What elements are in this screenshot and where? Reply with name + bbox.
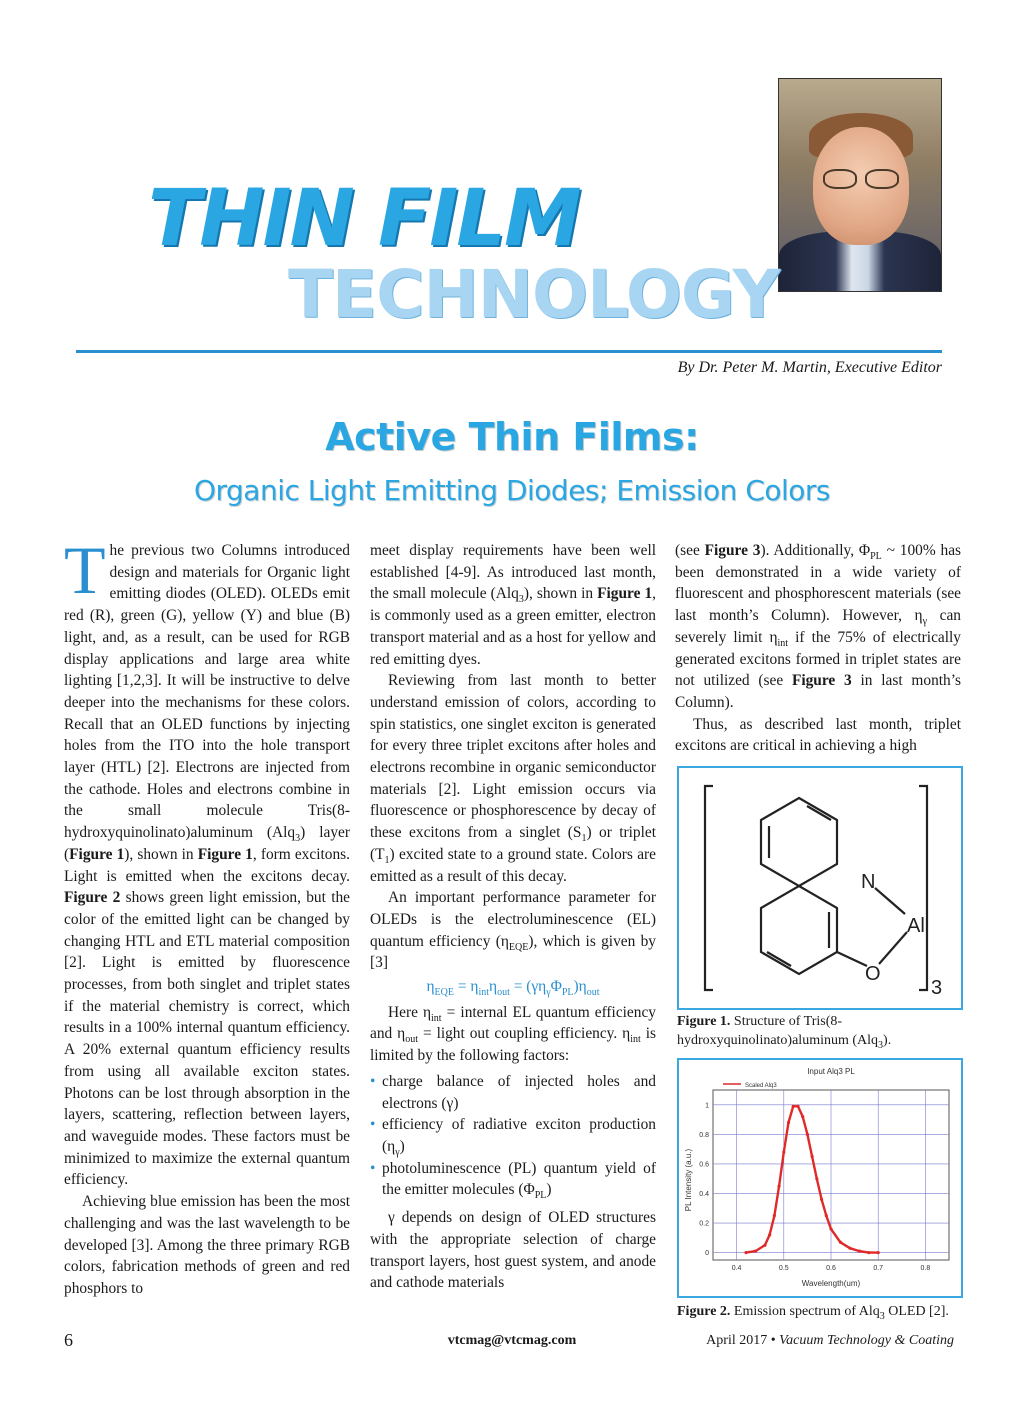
equation: $\eta_{EQE} = \eta_{int}\eta_{out} = (\gamma\eta_\gamma\Phi_{PL})\eta_{out}$ [426,978,600,999]
subscript-3-label: 3 [931,977,943,999]
y-tick-label: 0.4 [699,1190,709,1198]
list-item: • charge balance of injected holes and electrons (γ) [370,1071,656,1114]
list-item: • photoluminescence (PL) quantum yield of the emitter molecules $(\Phi_{PL})$ [370,1158,656,1201]
series-line [746,1106,878,1252]
column-1 [64,532,351,1300]
page-number: 6 [64,1330,73,1350]
data-point [754,1250,757,1253]
drop-cap: T [64,532,106,608]
figure-2-emission-spectrum [677,1058,963,1298]
figure-1-caption-text: Structure of Tris(8-hydroxyquinolinato)aluminum (Alq [677,1014,879,1048]
x-tick-label: 0.6 [826,1265,836,1272]
data-point [796,1105,799,1108]
paragraph: Achieving blue emission has been the most challenging and was the last wavelength to be developed [3]. Among the three primary RGB colors, fabrication methods of green and red phosphors to [64,1193,350,1297]
data-point [811,1155,814,1158]
data-point [787,1121,790,1124]
data-point [825,1214,828,1217]
x-tick-label: 0.8 [920,1265,931,1272]
data-point [867,1251,870,1254]
column-2 [370,540,656,1294]
logo-thin-film: THIN FILM [148,174,580,264]
chart-legend-label: Scaled Alq3 [745,1083,777,1089]
figure-2-caption: Figure 2. Emission spectrum of Alq$_3$ OLED [2]. [677,1304,949,1322]
data-point [820,1198,823,1201]
figure-2-caption-tail: OLED [2]. [884,1304,949,1319]
data-point [782,1150,785,1153]
x-tick-label: 0.7 [873,1265,884,1272]
paragraph: meet display requirements have been well established [4-9]. As introduced last month, the small molecule (Alq$_3$), shown in Figure 1, is commonly used as a green emitter, electron transport material and as a host for yellow and red emitting dyes. [370,542,656,668]
figure-1-caption-tail: ). [883,1033,892,1048]
article-subtitle: Organic Light Emitting Diodes; Emission Colors [193,474,831,507]
figure-2-caption-text: Emission spectrum of Alq [730,1304,880,1319]
data-point [858,1250,861,1253]
paragraph: The previous two Columns introduced design and materials for Organic light emitting diodes (OLED). OLEDs emit red (R), green (G), yellow (Y) and blue (B) light, and, as a result, can be used for RGB display applications and large area white lighting [1,2,3]. It will be instructive to delve deeper into the mechanisms for these colors. Recall that an OLED functions by injecting holes from the ITO into the hole transport layer (HTL) [2]. Electrons are injected from the cathode. Holes and electrons combine in the small molecule Tris(8-hydroxyquinolinato)aluminum (Alq$_3$) layer (Figure 1), shown in Figure 1, form excitons. Light is emitted when the excitons decay. Figure 2 shows green light emission, but the color of the emitted light can be changed by changing HTL and ETL material composition [2]. Light is emitted by fluorescence processes, from both singlet and triplet states if the material chemistry is correct, which results in a 100% internal quantum efficiency. A 20% external quantum efficiency results from using all available exciton states. Photons can be lost through absorption in the layers, scattering, reflection between layers, and waveguide modes. These factors must be minimized to maximize the external quantum efficiency. [64,532,351,1189]
footer-issue-date: April 2017 • [706,1333,780,1348]
chart-legend [723,1083,777,1089]
data-point [801,1115,804,1118]
data-point [815,1177,818,1180]
figure-1-caption: Figure 1. Structure of Tris(8-hydroxyquinolinato)aluminum (Alq$_3$). [677,1014,892,1051]
data-point [829,1227,832,1230]
chart-title: Input Alq3 PL [807,1067,855,1076]
y-tick-label: 0 [705,1250,709,1258]
paragraph: (see Figure 3). Additionally, $\Phi_{PL}$ ~ 100% has been demonstrated in a wide variety of fluorescent and phosphorescent materials (see last month’s Column). However, $\eta_\gamma$ can severely limit $\eta_{int}$ if the 75% of electrically generated excitons formed in triplet states are not utilized (see Figure 3 in last month’s Column). [675,542,962,711]
data-point [792,1105,795,1108]
data-point [877,1251,880,1254]
chart-x-axis-label: Wavelength(um) [801,1279,861,1288]
emission-spectrum-chart [679,1060,961,1296]
data-point [848,1247,851,1250]
alq3-structure-diagram [679,768,961,1008]
y-tick-label: 0.8 [699,1131,709,1139]
data-point [806,1133,809,1136]
footer-email: vtcmag@vtcmag.com [447,1333,577,1348]
x-tick-label: 0.4 [731,1265,742,1272]
list-item: • efficiency of radiative exciton production $(\eta_\gamma)$ [370,1114,656,1157]
byline: By Dr. Peter M. Martin, Executive Editor [677,359,942,376]
data-point [744,1251,747,1254]
column-3 [675,540,961,757]
paragraph: Thus, as described last month, triplet excitons are critical in achieving a high [675,715,961,755]
data-point [773,1214,776,1217]
footer-issue [706,1333,954,1349]
atom-o-label: O [865,963,881,985]
y-tick-label: 0.2 [699,1220,709,1228]
header-rule [76,350,942,353]
data-point [777,1184,780,1187]
data-point [768,1233,771,1236]
figure-1-caption-label: Figure 1. [677,1014,731,1029]
y-tick-label: 0.6 [699,1161,709,1169]
paragraph: Reviewing from last month to better understand emission of colors, according to spin statistics, one singlet exciton is generated for every three triplet excitons after holes and electrons recombine in organic semiconductor materials [2]. Light emission occurs via fluorescence or phosphorescence by decay of these excitons from a singlet $(S_1)$ or triplet $(T_1)$ excited state to a ground state. Colors are emitted as a result of this decay. [370,672,656,885]
x-tick-label: 0.5 [778,1265,789,1272]
logo-technology: TECHNOLOGY [288,256,780,333]
data-point [839,1241,842,1244]
data-point [763,1244,766,1247]
paragraph: Here $\eta_{int}$ = internal EL quantum efficiency and $\eta_{out}$ = light out coupling efficiency. $\eta_{int}$ is limited by the following factors: [370,1003,656,1065]
paragraph: An important performance parameter for OLEDs is the electroluminescence (EL) quantum efficiency $(\eta_{EQE})$, which is given by [3] [370,889,657,972]
atom-al-label: Al [907,915,925,937]
y-tick-label: 1 [705,1102,709,1110]
article-title: Active Thin Films: [325,415,699,459]
figure-1-alq3-structure [677,766,963,1010]
factor-list [370,1071,656,1201]
author-photo [778,78,942,292]
footer-publication: Vacuum Technology & Coating [779,1333,954,1348]
figure-2-caption-label: Figure 2. [677,1304,731,1319]
atom-n-label: N [861,871,876,893]
paragraph: γ depends on design of OLED structures with the appropriate selection of charge transport layers, host guest system, and anode and cathode materials [370,1209,656,1292]
chart-y-axis-label: PL Intensity (a.u.) [684,1148,693,1212]
